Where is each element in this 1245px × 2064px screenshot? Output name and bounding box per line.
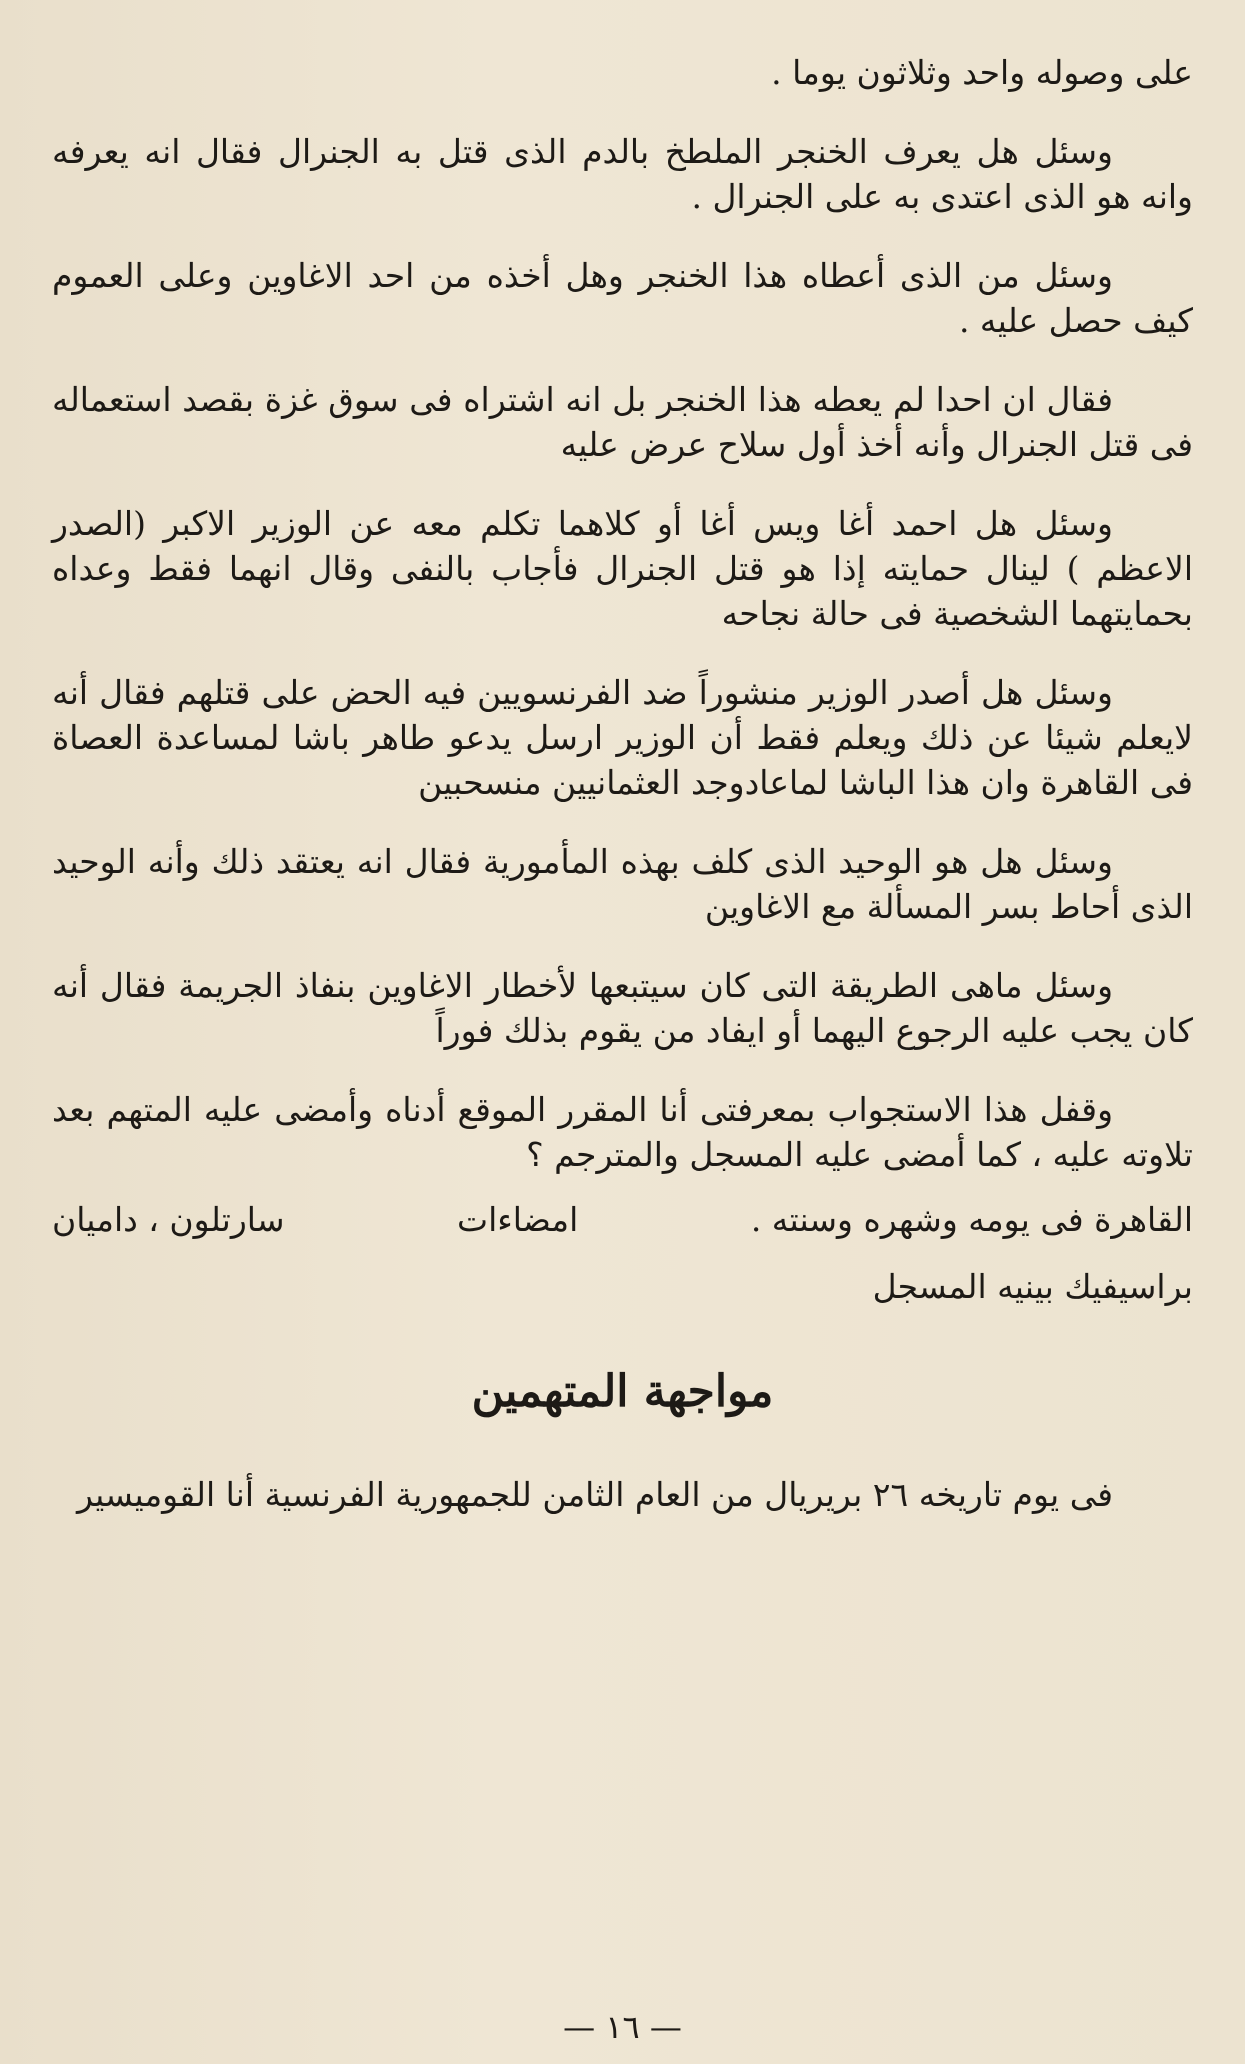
paragraph-final: فى يوم تاريخه ٢٦ بريريال من العام الثامن للجمهورية الفرنسية أنا القوميسير	[76, 1475, 1113, 1514]
registrar-signature: براسيفيك بينيه المسجل	[872, 1267, 1193, 1306]
paragraph-closing: وقفل هذا الاستجواب بمعرفتى أنا المقرر الموقع أدناه وأمضى عليه المتهم بعد تلاوته عليه ، كما أمضى عليه المسجل والمترجم ؟	[52, 1090, 1193, 1174]
paragraph-continuation: على وصوله واحد وثلاثون يوما .	[771, 53, 1193, 92]
paragraph-dagger-source: وسئل من الذى أعطاه هذا الخنجر وهل أخذه من احد الاغاوين وعلى العموم كيف حصل عليه .	[52, 256, 1193, 340]
body-text	[52, 50, 1193, 1551]
signature-line	[52, 1197, 1193, 1242]
section-heading: مواجهة المتهمين	[471, 1366, 774, 1417]
paragraph-gaza-market: فقال ان احدا لم يعطه هذا الخنجر بل انه اشتراه فى سوق غزة بقصد استعماله فى قتل الجنرال وأنه أخذ أول سلاح عرض عليه	[52, 380, 1193, 464]
signatory-names: سارتلون ، داميان	[52, 1200, 285, 1239]
paragraph-mission: وسئل هل هو الوحيد الذى كلف بهذه المأمورية فقال انه يعتقد ذلك وأنه الوحيد الذى أحاط بسر المسألة مع الاغاوين	[52, 842, 1193, 926]
page-number: — ١٦ —	[563, 2008, 682, 2046]
paragraph-method: وسئل ماهى الطريقة التى كان سيتبعها لأخطار الاغاوين بنفاذ الجريمة فقال أنه كان يجب عليه الرجوع اليهما أو ايفاد من يقوم بذلك فوراً	[52, 966, 1193, 1050]
signatures-label: امضاءات	[457, 1200, 579, 1239]
paragraph-dagger-question: وسئل هل يعرف الخنجر الملطخ بالدم الذى قتل به الجنرال فقال انه يعرفه وانه هو الذى اعتدى به على الجنرال .	[52, 132, 1193, 216]
place-date: القاهرة فى يومه وشهره وسنته .	[750, 1200, 1193, 1239]
paragraph-proclamation: وسئل هل أصدر الوزير منشوراً ضد الفرنسويين فيه الحض على قتلهم فقال أنه لايعلم شيئا عن ذلك ويعلم فقط أن الوزير ارسل يدعو طاهر باشا لمساعدة العصاة فى القاهرة وان هذا الباشا لماعادوجد العثمانيين منسحبين	[52, 673, 1193, 802]
paragraph-grand-vizier: وسئل هل احمد أغا ويس أغا أو كلاهما تكلم معه عن الوزير الاكبر (الصدر الاعظم ) لينال حمايته إذا هو قتل الجنرال فأجاب بالنفى وقال انهما فقط وعداه بحمايتهما الشخصية فى حالة نجاحه	[52, 504, 1193, 633]
